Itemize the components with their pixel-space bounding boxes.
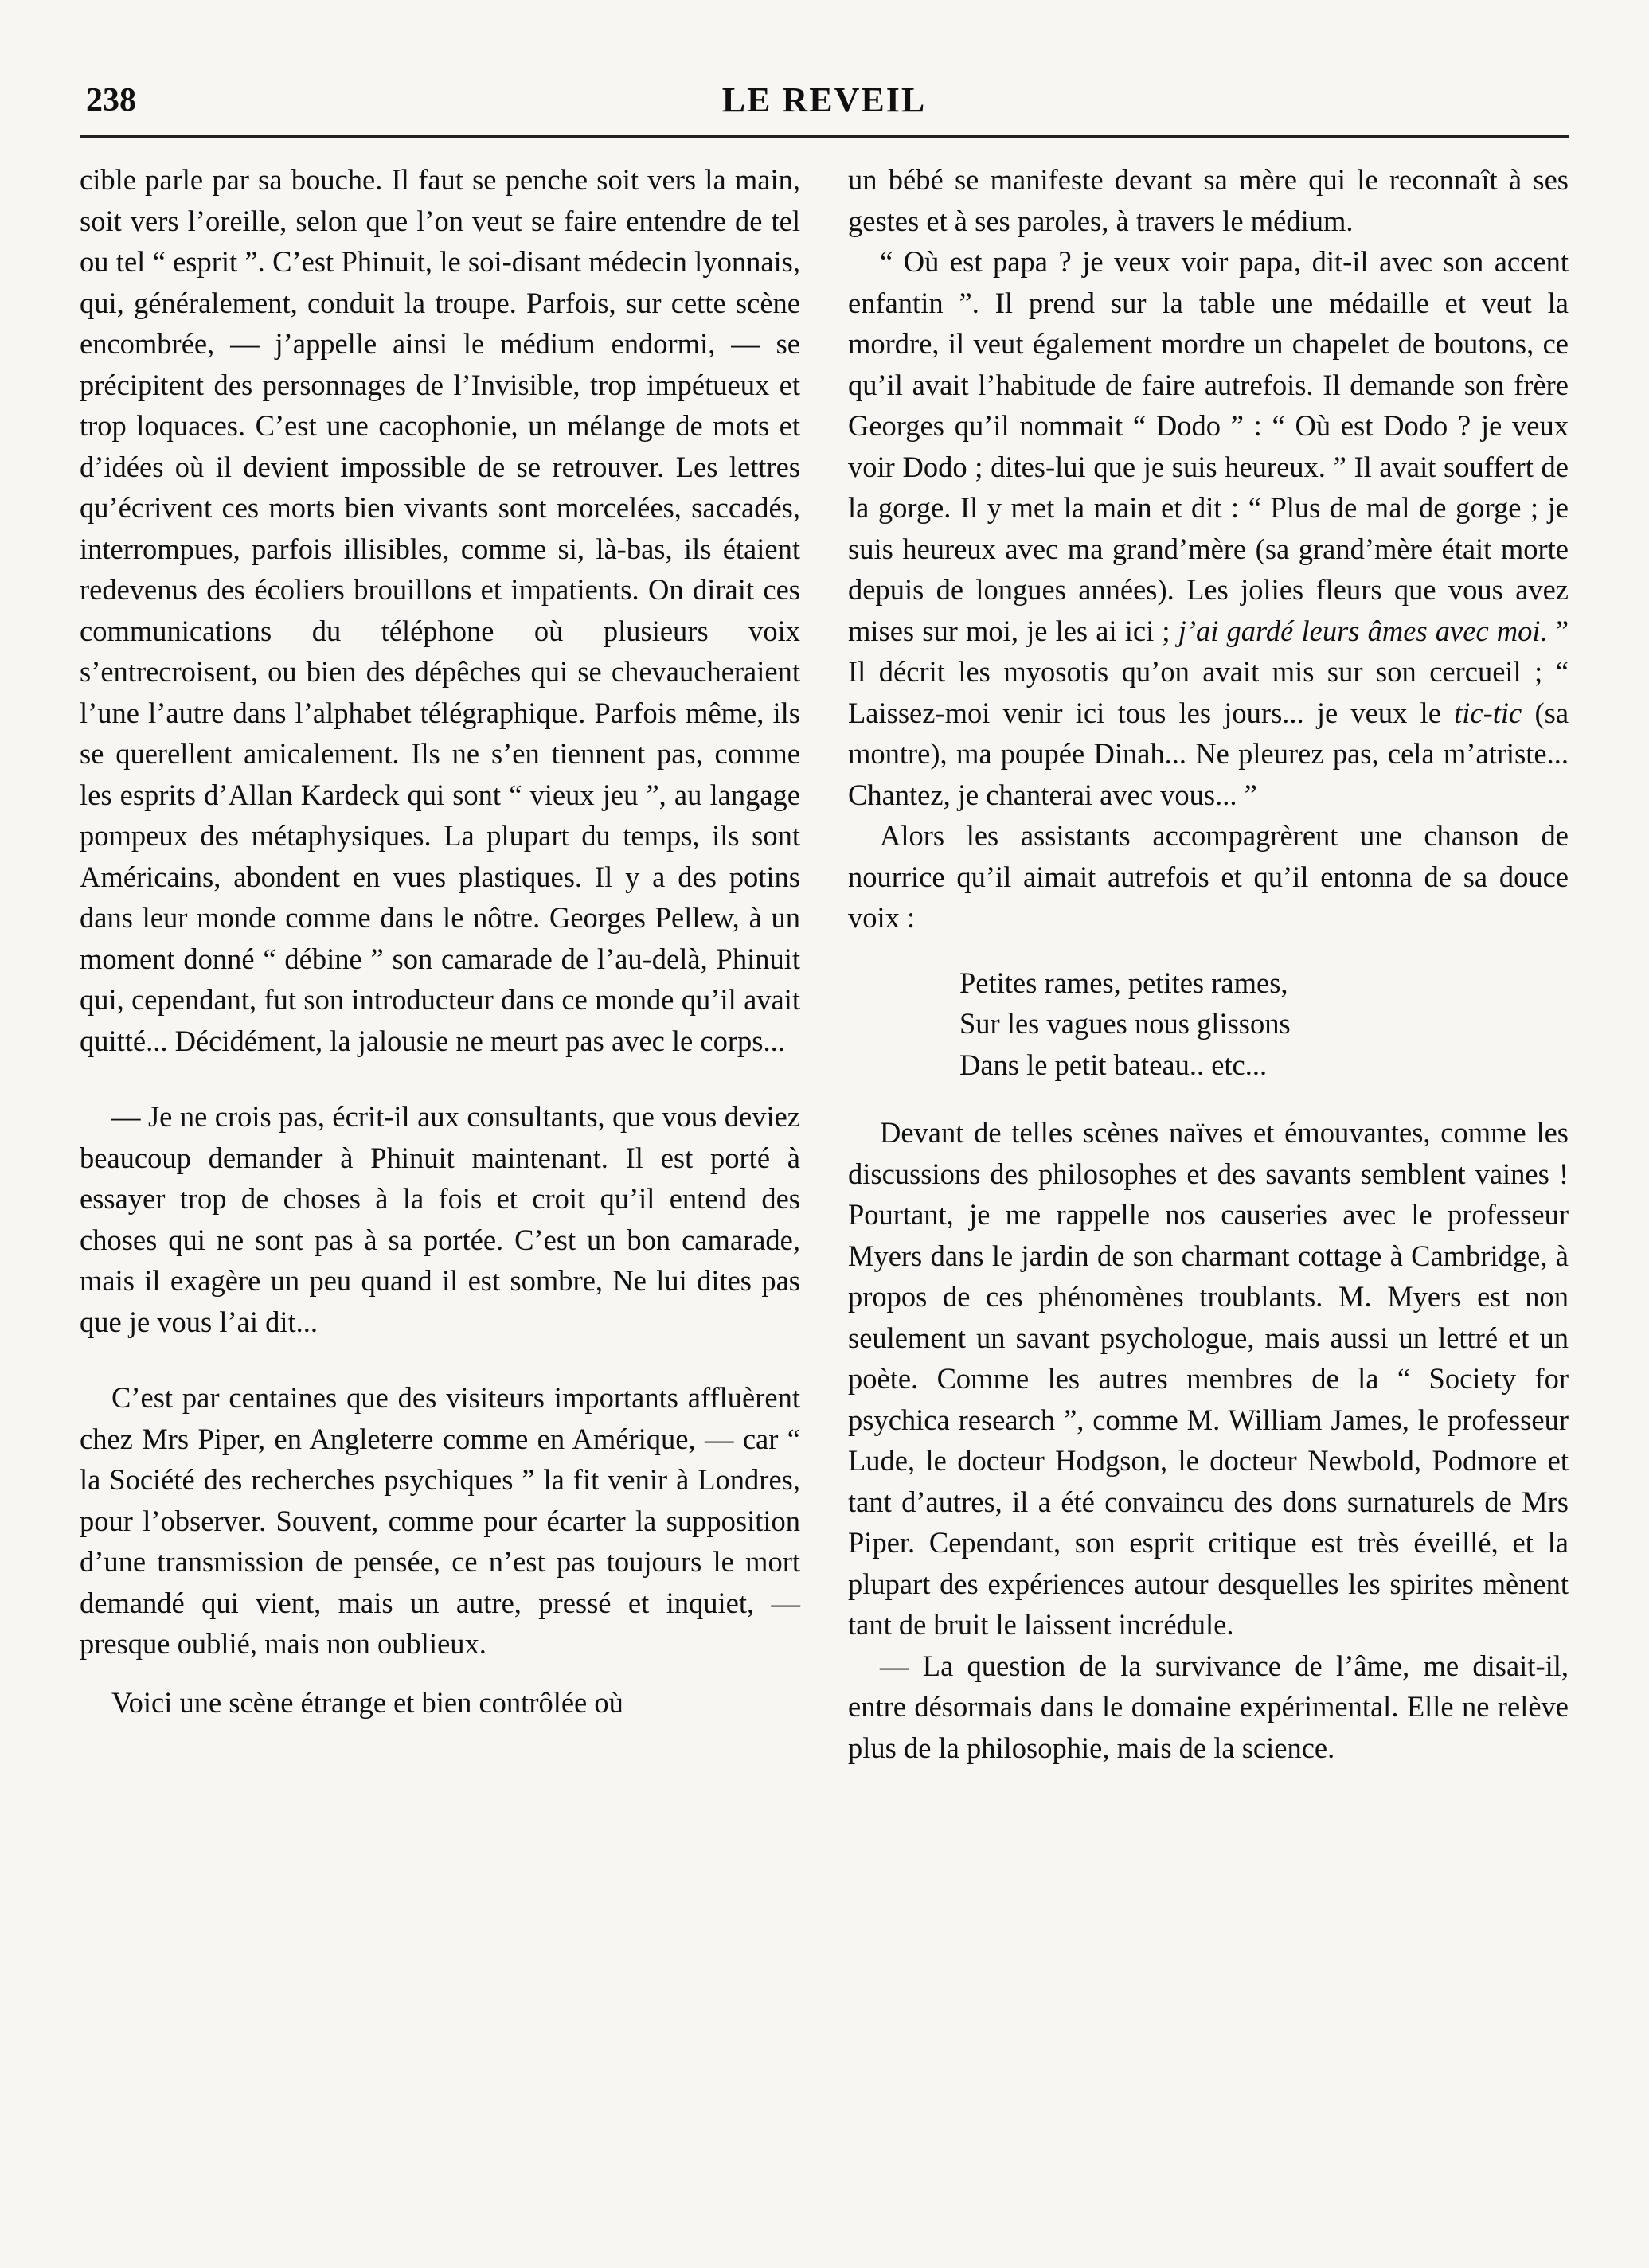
left-paragraph-2: — Je ne crois pas, écrit-il aux consultants, que vous deviez beaucoup demander à Phinuit maintenant. Il est porté à essayer trop de choses à la fois et croit qu’il entend des choses qui ne sont pas à sa portée. C’est un bon camarade, mais il exagère un peu quand il est sombre, Ne lui dites pas que je vous l’ai dit... — [80, 1100, 800, 1338]
right-paragraph-2 — [848, 241, 1569, 815]
header-rule — [80, 135, 1569, 138]
poem-line: Sur les vagues nous glissons — [959, 1007, 1291, 1040]
left-paragraph-3: C’est par centaines que des visiteurs importants affluèrent chez Mrs Piper, en Angleterre comme en Amérique, — car “ la Société des recherches psychiques ” la fit venir à Londres, pour l’observer. Souvent, comme pour écarter la supposition d’une transmission de pensée, ce n’est pas toujours le mort demandé qui vient, mais un autre, pressé et inquiet, — presque oublié, mais non oublieux. — [80, 1381, 800, 1660]
left-paragraph-1: cible parle par sa bouche. Il faut se penche soit vers la main, soit vers l’oreille, selon que l’on veut se faire entendre de tel ou tel “ esprit ”. C’est Phinuit, le soi-disant médecin lyonnais, qui, généralement, conduit la troupe. Parfois, sur cette scène encombrée, — j’appelle ainsi le médium endormi, — se précipitent des personnages de l’Invisible, trop impétueux et trop loquaces. C’est une cacophonie, un mélange de mots et d’idées où il devient impossible de se retrouver. Les lettres qu’écrivent ces morts bien vivants sont morcelées, saccadés, interrompues, parfois illisibles, comme si, là-bas, ils étaient redevenus des écoliers brouillons et impatients. On dirait ces communications du téléphone où plusieurs voix s’entrecroisent, ou bien des dépêches qui se chevaucheraient l’une l’autre dans l’alphabet télégraphique. Parfois même, ils se querellent amicalement. Ils ne s’en tiennent pas, comme les esprits d’Allan Kardeck qui sont “ vieux jeu ”, au langage pompeux des métaphysiques. La plupart du temps, ils sont Américains, abondent en vues plastiques. Il y a des potins dans leur monde comme dans le nôtre. Georges Pellew, à un moment donné “ débine ” son camarade de l’au-delà, Phinuit qui, cependant, fut son introducteur dans ce monde qu’il avait quitté... Décidément, la jalousie ne meurt pas avec le corps... — [80, 163, 800, 1057]
right-paragraph-2-text: “ Où est papa ? je veux voir papa, dit-il avec son accent enfantin ”. Il prend sur la table une médaille et veut la mordre, il veut également mordre un chapelet de boutons, ce qu’il avait l’habitude de faire autrefois. Il demande son frère Georges qu’il nommait “ Dodo ” : “ Où est Dodo ? je veux voir Dodo ; dites-lui que je suis heureux. ” Il avait souffert de la gorge. Il y met la main et dit : “ Plus de mal de gorge ; je suis heureux avec ma grand’mère (sa grand’mère était morte depuis de longues années). Les jolies fleurs que vous avez mises sur moi, je les ai ici ; — [848, 245, 1569, 647]
page-number: 238 — [86, 82, 136, 119]
poem — [959, 962, 1569, 1086]
right-paragraph-3: Alors les assistants accompagrèrent une chanson de nourrice qu’il aimait autrefois et qu’il entonna de sa douce voix : — [848, 819, 1569, 934]
left-column — [80, 159, 800, 1723]
left-paragraph-4: Voici une scène étrange et bien contrôlée où — [111, 1685, 623, 1719]
right-paragraph-2-italic: j’ai gardé leurs âmes avec moi. — [1178, 614, 1548, 647]
journal-title: LE REVEIL — [721, 80, 927, 119]
right-paragraph-5: — La question de la survivance de l’âme, me disait-il, entre désormais dans le domaine expérimental. Elle ne relève plus de la philosophie, mais de la science. — [848, 1649, 1569, 1764]
poem-line: Dans le petit bateau.. etc... — [959, 1048, 1268, 1081]
right-paragraph-2-end: (sa montre), ma poupée Dinah... Ne pleurez pas, cela m’atriste... Chantez, je chanterai avec vous... ” — [848, 696, 1569, 811]
right-paragraph-2-continued: ” Il décrit les myosotis qu’on avait mis sur son cercueil ; “ Laissez-moi venir ici tous les jours... je veux le — [848, 614, 1569, 729]
poem-line: Petites rames, petites rames, — [959, 966, 1288, 999]
page-header — [80, 76, 1569, 124]
right-paragraph-1: un bébé se manifeste devant sa mère qui le reconnaît à ses gestes et à ses paroles, à travers le médium. — [848, 163, 1569, 237]
right-paragraph-4: Devant de telles scènes naïves et émouvantes, comme les discussions des philosophes et des savants semblent vaines ! Pourtant, je me rappelle nos causeries avec le professeur Myers dans le jardin de son charmant cottage à Cambridge, à propos de ces phénomènes troublants. M. Myers est non seulement un savant psychologue, mais aussi un lettré et un poète. Comme les autres membres de la “ Society for psychica research ”, comme M. William James, le professeur Lude, le docteur Hodgson, le docteur Newbold, Podmore et tant d’autres, il a été convaincu des dons surnaturels de Mrs Piper. Cependant, son esprit critique est très éveillé, et la plupart des expériences autour desquelles les spirites mènent tant de bruit le laissent incrédule. — [848, 1116, 1569, 1641]
right-column — [848, 159, 1569, 1768]
right-paragraph-2-italic-2: tic-tic — [1454, 696, 1522, 729]
